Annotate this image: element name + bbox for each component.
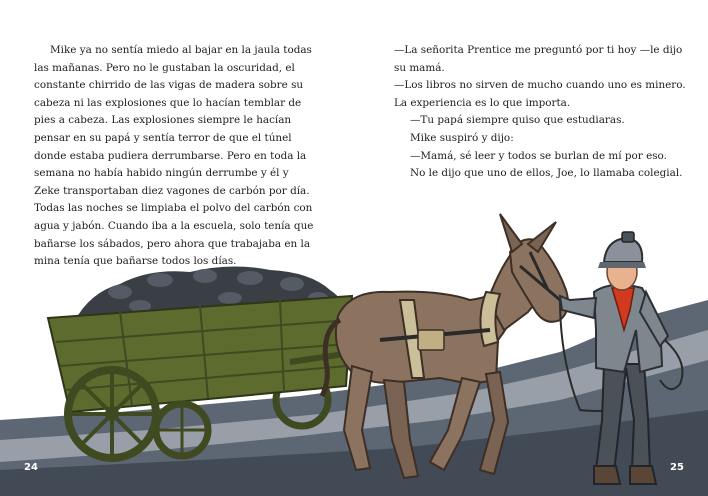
left-paragraph-1: Mike ya no sentía miedo al bajar en la jaula todas las mañanas. Pero no le gustaban la oscuridad, el constante chirrido de las vigas de madera sobre su cabeza ni las explosiones que lo hacían temblar de pies a cabeza. Las explosiones siempre le hacían pensar en su papá y sentía terror de que el túnel donde estaba pudiera derrumbarse. Pero en toda la semana no había habido ningún derrumbe y él y Zeke transportaban diez vagones de carbón por día. Todas las noches se limpiaba el polvo del carbón con agua y jabón. Cuando iba a la escuela, solo tenía que bañarse los sábados, pero ahora que trabajaba en la mina tenía que bañarse todos los días. [34,44,314,268]
wagon-wheel-middle [156,404,208,456]
right-page-text [394,42,686,183]
right-paragraph-6: No le dijo que uno de ellos, Joe, lo llamaba colegial. [410,167,683,180]
page-number-left: 24 [24,462,38,473]
left-page-text [34,42,316,271]
mule-ear-left [500,214,522,252]
right-paragraph-3: —Tu papá siempre quiso que estudiaras. [410,114,625,127]
boy-boot-left [594,466,620,484]
boy-cap-brim [598,262,646,268]
boy-cap-lamp [622,232,634,242]
wagon-wheel-front [68,370,156,458]
right-paragraph-5: —Mamá, sé leer y todos se burlan de mí por eso. [410,149,667,162]
boy-boot-right [630,466,656,484]
page-number-right: 25 [670,462,684,473]
right-paragraph-2: —Los libros no sirven de mucho cuando uno es minero. La experiencia es lo que importa. [394,79,686,109]
right-paragraph-4: Mike suspiró y dijo: [410,131,514,144]
mule-harness-plate [418,330,444,350]
right-paragraph-1: —La señorita Prentice me preguntó por ti hoy —le dijo su mamá. [394,44,683,74]
